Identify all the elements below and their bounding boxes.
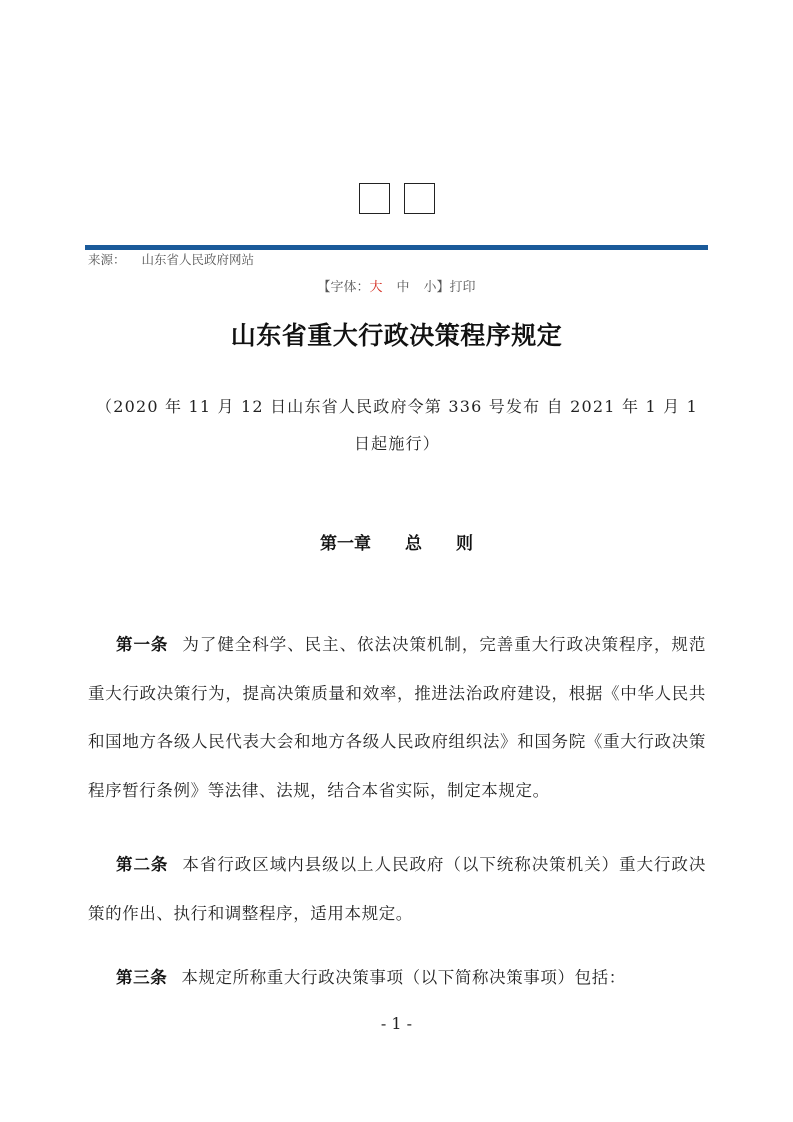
header-rule (85, 245, 708, 250)
article-number: 第一条 (116, 635, 169, 654)
source-label: 来源： (88, 252, 126, 267)
document-title: 山东省重大行政决策程序规定 (230, 321, 563, 350)
article-number: 第二条 (116, 855, 169, 874)
blank-box-icon (404, 183, 435, 214)
print-link[interactable]: 打印 (449, 280, 476, 295)
page-number: - 1 - (380, 1014, 413, 1033)
article-number: 第三条 (116, 968, 168, 987)
article-text: 本规定所称重大行政决策事项（以下简称决策事项）包括： (181, 968, 626, 987)
article-paragraph (88, 954, 706, 1003)
chapter-heading: 第一章 总 则 (320, 534, 473, 554)
article-paragraph (88, 841, 706, 938)
font-size-large-button[interactable]: 大 (369, 280, 383, 295)
font-size-prefix: 【字体： (317, 280, 370, 295)
header-icons (0, 183, 793, 217)
source-line (88, 252, 254, 268)
document-subtitle: （2020 年 11 月 12 日山东省人民政府令第 336 号发布 自 2021 年 1 月 1 日起施行） (96, 397, 698, 453)
blank-box-icon (359, 183, 390, 214)
font-size-small-button[interactable]: 小 (423, 280, 437, 295)
font-size-suffix: 】 (436, 280, 450, 295)
article-paragraph (88, 621, 706, 815)
source-value: 山东省人民政府网站 (141, 252, 255, 267)
font-size-bar (0, 279, 793, 297)
article-text: 本省行政区域内县级以上人民政府（以下统称决策机关）重大行政决策的作出、执行和调整程序，适用本规定。 (88, 855, 706, 923)
font-size-medium-button[interactable]: 中 (396, 280, 410, 295)
article-text: 为了健全科学、民主、依法决策机制，完善重大行政决策程序，规范重大行政决策行为，提高决策质量和效率，推进法治政府建设，根据《中华人民共和国地方各级人民代表大会和地方各级人民政府组织法》和国务院《重大行政决策程序暂行条例》等法律、法规，结合本省实际，制定本规定。 (88, 635, 706, 800)
